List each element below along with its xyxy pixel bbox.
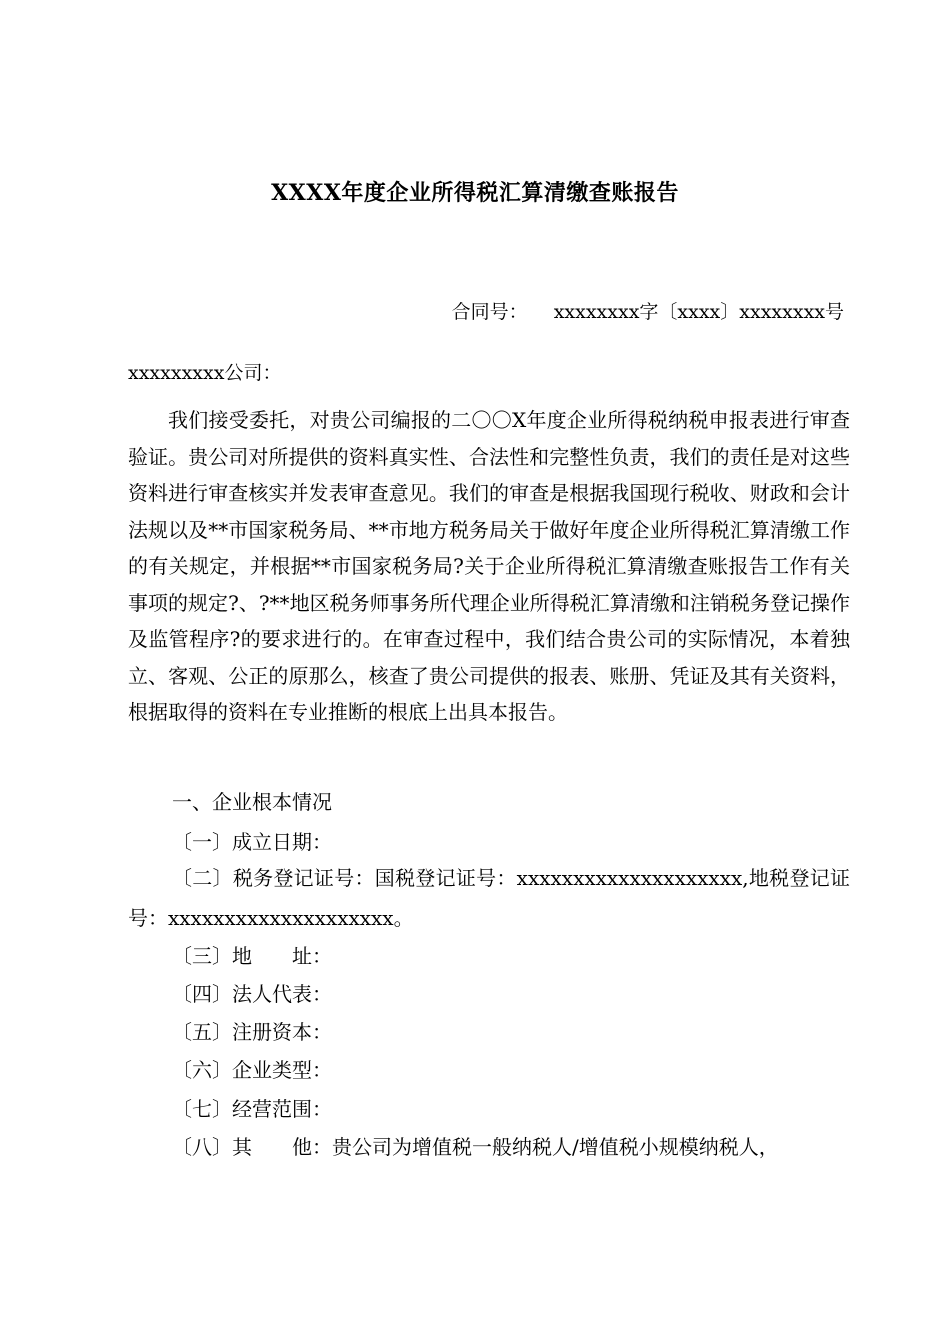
contract-number: xxxxxxxx字〔xxxx〕xxxxxxxx号 (553, 301, 844, 323)
item-other: 〔八〕其 他：贵公司为增值税一般纳税人/增值税小规模纳税人， (172, 1135, 779, 1159)
item-address: 〔三〕地 址： (172, 944, 332, 968)
item-registered-capital: 〔五〕注册资本： (172, 1020, 332, 1044)
section-heading: 一、企业根本情况 (172, 790, 332, 814)
addressee: xxxxxxxxx公司： (128, 362, 282, 384)
contract-label: 合同号： (451, 301, 528, 323)
item-tax-registration: 〔二〕税务登记证号：国税登记证号：xxxxxxxxxxxxxxxxxxxx,地税登记证号：xxxxxxxxxxxxxxxxxxxx。 (128, 866, 850, 930)
item-legal-representative: 〔四〕法人代表： (172, 982, 332, 1006)
item-enterprise-type: 〔六〕企业类型： (172, 1058, 332, 1082)
document-title: XXXX年度企业所得税汇算清缴查账报告 (271, 180, 679, 206)
body-paragraph: 我们接受委托，对贵公司编报的二〇〇X年度企业所得税纳税申报表进行审查验证。贵公司对所提供的资料真实性、合法性和完整性负责，我们的责任是对这些资料进行审查核实并发表审查意见。我们的审查是根据我国现行税收、财政和会计法规以及**市国家税务局、**市地方税务局关于做好年度企业所得税汇算清缴工作的有关规定，并根据**市国家税务局?关于企业所得税汇算清缴查账报告工作有关事项的规定?、?**地区税务师事务所代理企业所得税汇算清缴和注销税务登记操作及监管程序?的要求进行的。在审查过程中，我们结合贵公司的实际情况，本着独立、客观、公正的原那么，核查了贵公司提供的报表、账册、凭证及其有关资料，根据取得的资料在专业推断的根底上出具本报告。 (128, 408, 850, 724)
item-business-scope: 〔七〕经营范围： (172, 1097, 332, 1121)
contract-number-line (452, 297, 844, 324)
item-establishment-date: 〔一〕成立日期： (172, 830, 332, 854)
